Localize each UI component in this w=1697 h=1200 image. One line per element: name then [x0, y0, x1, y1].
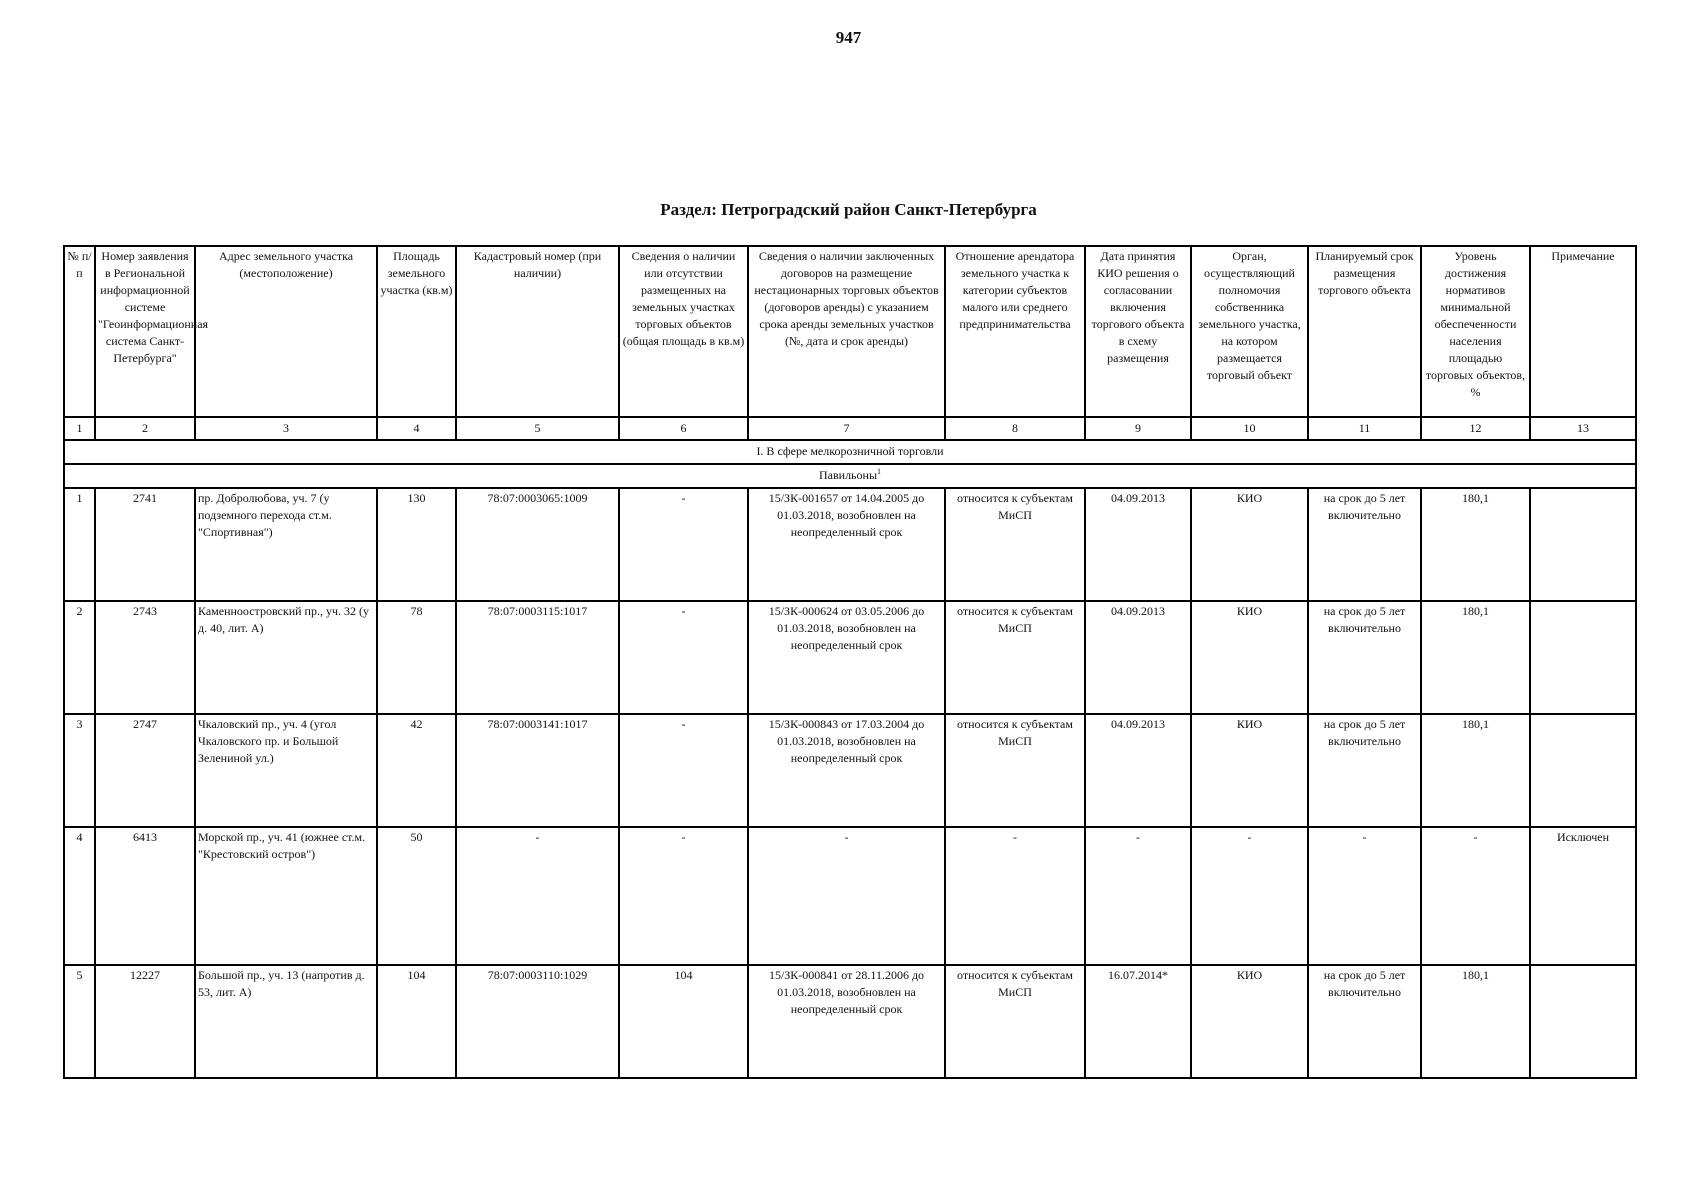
existing-objects-cell: -: [619, 488, 748, 601]
register-table: [63, 245, 1637, 1079]
sme-cell: -: [945, 827, 1085, 965]
column-number: 4: [377, 417, 456, 440]
area-cell: 42: [377, 714, 456, 827]
note-cell: [1530, 714, 1636, 827]
column-number: 10: [1191, 417, 1308, 440]
existing-objects-cell: 104: [619, 965, 748, 1078]
row-number: 5: [64, 965, 95, 1078]
table-row: [64, 488, 1636, 601]
address-cell: пр. Добролюбова, уч. 7 (у подземного перехода ст.м. "Спортивная"): [195, 488, 377, 601]
header-cell: Дата принятия КИО решения о согласовании включения торгового объекта в схему размещения: [1085, 246, 1191, 417]
table-row: [64, 965, 1636, 1078]
header-cell: Кадастровый номер (при наличии): [456, 246, 619, 417]
column-number: 5: [456, 417, 619, 440]
term-cell: на срок до 5 лет включительно: [1308, 488, 1421, 601]
sme-cell: относится к субъектам МиСП: [945, 488, 1085, 601]
kio-date-cell: 04.09.2013: [1085, 714, 1191, 827]
application-number: 12227: [95, 965, 195, 1078]
note-cell: Исключен: [1530, 827, 1636, 965]
header-cell: Адрес земельного участка (местоположение): [195, 246, 377, 417]
note-cell: [1530, 488, 1636, 601]
area-cell: 130: [377, 488, 456, 601]
term-cell: на срок до 5 лет включительно: [1308, 714, 1421, 827]
level-cell: 180,1: [1421, 714, 1530, 827]
column-number: 9: [1085, 417, 1191, 440]
authority-cell: КИО: [1191, 714, 1308, 827]
existing-objects-cell: -: [619, 601, 748, 714]
term-cell: -: [1308, 827, 1421, 965]
term-cell: на срок до 5 лет включительно: [1308, 601, 1421, 714]
kio-date-cell: 16.07.2014*: [1085, 965, 1191, 1078]
header-cell: № п/п: [64, 246, 95, 417]
kio-date-cell: 04.09.2013: [1085, 601, 1191, 714]
header-cell: Сведения о наличии заключенных договоров на размещение нестационарных торговых объектов (договоров аренды) с указанием срока аренды земельных участков (№, дата и срок аренды): [748, 246, 945, 417]
area-cell: 78: [377, 601, 456, 714]
column-number: 6: [619, 417, 748, 440]
existing-objects-cell: -: [619, 827, 748, 965]
contracts-cell: 15/ЗК-001657 от 14.04.2005 до 01.03.2018, возобновлен на неопределенный срок: [748, 488, 945, 601]
header-cell: Номер заявления в Региональной информационной системе "Геоинформационная система Санкт-Петербурга": [95, 246, 195, 417]
application-number: 2743: [95, 601, 195, 714]
area-cell: 104: [377, 965, 456, 1078]
kio-date-cell: -: [1085, 827, 1191, 965]
cadastral-cell: 78:07:0003110:1029: [456, 965, 619, 1078]
sme-cell: относится к субъектам МиСП: [945, 601, 1085, 714]
area-cell: 50: [377, 827, 456, 965]
level-cell: 180,1: [1421, 601, 1530, 714]
address-cell: Морской пр., уч. 41 (южнее ст.м. "Крестовский остров"): [195, 827, 377, 965]
subgroup-row: [64, 464, 1636, 488]
level-cell: 180,1: [1421, 965, 1530, 1078]
table-row: [64, 714, 1636, 827]
authority-cell: -: [1191, 827, 1308, 965]
application-number: 2741: [95, 488, 195, 601]
sme-cell: относится к субъектам МиСП: [945, 965, 1085, 1078]
column-number: 11: [1308, 417, 1421, 440]
existing-objects-cell: -: [619, 714, 748, 827]
cadastral-cell: 78:07:0003141:1017: [456, 714, 619, 827]
application-number: 6413: [95, 827, 195, 965]
term-cell: на срок до 5 лет включительно: [1308, 965, 1421, 1078]
column-number: 8: [945, 417, 1085, 440]
subgroup-cell: [64, 464, 1636, 488]
row-number: 2: [64, 601, 95, 714]
cadastral-cell: -: [456, 827, 619, 965]
header-cell: Примечание: [1530, 246, 1636, 417]
address-cell: Чкаловский пр., уч. 4 (угол Чкаловского пр. и Большой Зелениной ул.): [195, 714, 377, 827]
group-title: I. В сфере мелкорозничной торговли: [64, 440, 1636, 464]
column-number: 1: [64, 417, 95, 440]
column-number: 2: [95, 417, 195, 440]
authority-cell: КИО: [1191, 965, 1308, 1078]
level-cell: -: [1421, 827, 1530, 965]
contracts-cell: 15/ЗК-000624 от 03.05.2006 до 01.03.2018, возобновлен на неопределенный срок: [748, 601, 945, 714]
cadastral-cell: 78:07:0003115:1017: [456, 601, 619, 714]
application-number: 2747: [95, 714, 195, 827]
column-number-row: [64, 417, 1636, 440]
group-row: [64, 440, 1636, 464]
table-header-row: [64, 246, 1636, 417]
header-cell: Отношение арендатора земельного участка к категории субъектов малого или среднего предпринимательства: [945, 246, 1085, 417]
contracts-cell: -: [748, 827, 945, 965]
table-row: [64, 827, 1636, 965]
authority-cell: КИО: [1191, 601, 1308, 714]
address-cell: Большой пр., уч. 13 (напротив д. 53, лит. А): [195, 965, 377, 1078]
column-number: 12: [1421, 417, 1530, 440]
row-number: 1: [64, 488, 95, 601]
column-number: 7: [748, 417, 945, 440]
level-cell: 180,1: [1421, 488, 1530, 601]
section-title: Раздел: Петроградский район Санкт-Петербурга: [660, 200, 1037, 219]
row-number: 4: [64, 827, 95, 965]
header-cell: Сведения о наличии или отсутствии размещенных на земельных участках торговых объектов (общая площадь в кв.м): [619, 246, 748, 417]
row-number: 3: [64, 714, 95, 827]
kio-date-cell: 04.09.2013: [1085, 488, 1191, 601]
address-cell: Каменноостровский пр., уч. 32 (у д. 40, лит. А): [195, 601, 377, 714]
sme-cell: относится к субъектам МиСП: [945, 714, 1085, 827]
cadastral-cell: 78:07:0003065:1009: [456, 488, 619, 601]
page-number: 947: [835, 28, 862, 47]
authority-cell: КИО: [1191, 488, 1308, 601]
note-cell: [1530, 965, 1636, 1078]
note-cell: [1530, 601, 1636, 714]
contracts-cell: 15/ЗК-000843 от 17.03.2004 до 01.03.2018, возобновлен на неопределенный срок: [748, 714, 945, 827]
subgroup-title: Павильоны: [818, 468, 878, 482]
contracts-cell: 15/ЗК-000841 от 28.11.2006 до 01.03.2018, возобновлен на неопределенный срок: [748, 965, 945, 1078]
header-cell: Площадь земельного участка (кв.м): [377, 246, 456, 417]
table-row: [64, 601, 1636, 714]
header-cell: Орган, осуществляющий полномочия собственника земельного участка, на котором размещается торговый объект: [1191, 246, 1308, 417]
column-number: 13: [1530, 417, 1636, 440]
footnote-marker: 1: [877, 467, 882, 476]
column-number: 3: [195, 417, 377, 440]
header-cell: Планируемый срок размещения торгового объекта: [1308, 246, 1421, 417]
header-cell: Уровень достижения нормативов минимальной обеспеченности населения площадью торговых объектов, %: [1421, 246, 1530, 417]
